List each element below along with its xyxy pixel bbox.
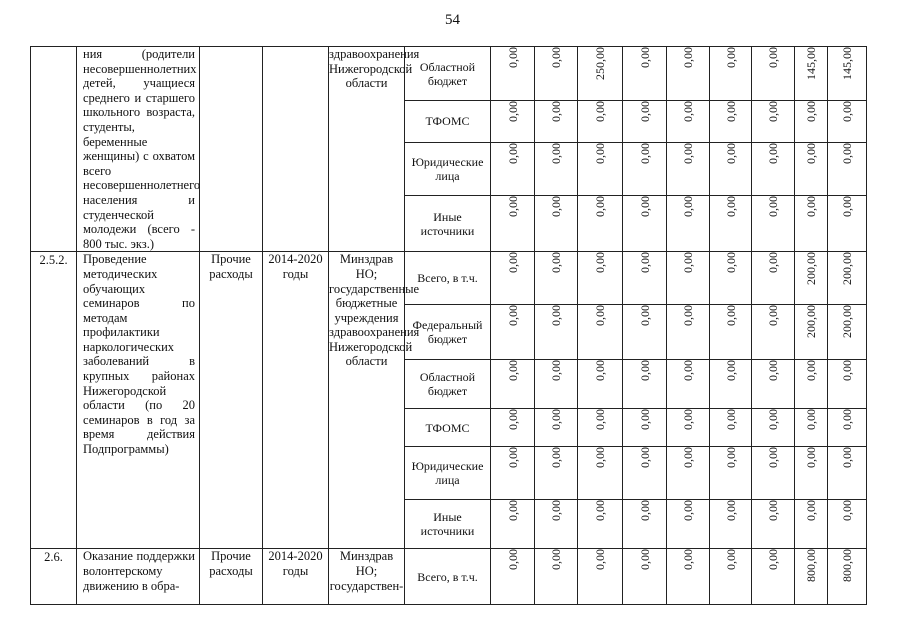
amount-value: 800,00	[840, 549, 854, 583]
period: 2014-2020 годы	[263, 549, 329, 605]
amount-cell	[710, 305, 752, 360]
amount-value: 0,00	[549, 101, 563, 123]
amount-cell	[535, 409, 578, 447]
amount-value: 0,00	[593, 447, 607, 469]
amount-cell	[828, 101, 867, 142]
amount-value: 200,00	[804, 252, 818, 286]
amount-value: 0,00	[840, 360, 854, 382]
amount-value: 0,00	[840, 409, 854, 431]
amount-cell	[710, 195, 752, 252]
item-number: 2.6.	[31, 549, 77, 605]
amount-value: 0,00	[723, 500, 738, 522]
amount-cell	[795, 447, 828, 500]
amount-cell	[623, 549, 667, 605]
amount-cell	[828, 142, 867, 195]
expense-type	[200, 47, 263, 252]
amount-cell	[535, 252, 578, 305]
amount-cell	[578, 101, 623, 142]
amount-cell	[535, 360, 578, 409]
amount-value: 0,00	[681, 47, 695, 68]
amount-value: 0,00	[593, 549, 607, 571]
amount-value: 0,00	[505, 195, 520, 217]
amount-value: 0,00	[637, 409, 652, 431]
amount-cell	[667, 409, 710, 447]
amount-value: 0,00	[593, 360, 607, 382]
amount-value: 0,00	[840, 101, 854, 123]
amount-cell	[623, 360, 667, 409]
period	[263, 47, 329, 252]
amount-cell	[710, 549, 752, 605]
amount-cell	[491, 305, 535, 360]
amount-cell	[535, 101, 578, 142]
amount-value: 0,00	[723, 47, 738, 68]
amount-value: 0,00	[723, 409, 738, 431]
amount-value: 200,00	[840, 305, 854, 339]
amount-cell	[535, 500, 578, 549]
amount-cell	[752, 360, 795, 409]
page-number: 54	[445, 12, 460, 28]
amount-value: 0,00	[766, 142, 780, 164]
amount-cell	[535, 549, 578, 605]
amount-cell	[667, 305, 710, 360]
amount-value: 0,00	[804, 360, 818, 382]
amount-cell	[710, 409, 752, 447]
amount-value: 0,00	[549, 142, 563, 164]
amount-value: 0,00	[840, 500, 854, 522]
amount-cell	[667, 195, 710, 252]
amount-cell	[795, 305, 828, 360]
funding-source: Иные источники	[405, 195, 491, 252]
amount-value: 0,00	[593, 252, 607, 274]
amount-cell	[535, 142, 578, 195]
amount-value: 0,00	[637, 500, 652, 522]
amount-value: 145,00	[804, 47, 818, 80]
amount-cell	[710, 360, 752, 409]
amount-value: 0,00	[723, 101, 738, 123]
amount-value: 0,00	[505, 360, 520, 382]
amount-cell	[795, 549, 828, 605]
amount-value: 0,00	[681, 142, 695, 164]
table-row	[31, 252, 867, 305]
amount-value: 0,00	[723, 195, 738, 217]
amount-cell	[710, 447, 752, 500]
amount-cell	[752, 47, 795, 101]
amount-value: 0,00	[637, 195, 652, 217]
amount-cell	[491, 47, 535, 101]
amount-cell	[752, 549, 795, 605]
amount-cell	[752, 447, 795, 500]
amount-value: 0,00	[549, 409, 563, 431]
amount-cell	[578, 500, 623, 549]
amount-cell	[710, 101, 752, 142]
responsible-party: здравоохранения Нижегородской области	[329, 47, 405, 252]
amount-value: 0,00	[505, 500, 520, 522]
amount-value: 0,00	[549, 360, 563, 382]
amount-value: 0,00	[593, 101, 607, 123]
amount-value: 0,00	[723, 252, 738, 274]
amount-cell	[828, 409, 867, 447]
funding-source: ТФОМС	[405, 101, 491, 142]
amount-value: 0,00	[637, 252, 652, 274]
amount-cell	[578, 409, 623, 447]
amount-value: 0,00	[840, 447, 854, 469]
amount-value: 0,00	[766, 360, 780, 382]
amount-value: 0,00	[593, 305, 607, 327]
amount-cell	[667, 500, 710, 549]
budget-table	[30, 46, 867, 605]
amount-value: 0,00	[549, 252, 563, 274]
amount-value: 0,00	[723, 305, 738, 327]
amount-value: 0,00	[681, 360, 695, 382]
amount-value: 0,00	[804, 195, 818, 217]
amount-cell	[795, 101, 828, 142]
amount-value: 0,00	[840, 142, 854, 164]
responsible-party: Минздрав НО; государствен-	[329, 549, 405, 605]
responsible-party: Минздрав НО; государственные бюджетные учреждения здравоохранения Нижегородской области	[329, 252, 405, 549]
amount-cell	[491, 409, 535, 447]
measure-name: ния (родители несовершеннолетних детей, учащиеся среднего и старшего школьного возраста, студенты, беременные женщины) с охватом всего несовершеннолетнего населения и студенческой молодежи (всего - 800 тыс. экз.)	[77, 47, 200, 252]
expense-type: Прочие расходы	[200, 549, 263, 605]
amount-cell	[828, 47, 867, 101]
amount-value: 0,00	[637, 305, 652, 327]
amount-value: 0,00	[637, 47, 652, 68]
amount-value: 0,00	[804, 447, 818, 469]
amount-value: 0,00	[681, 447, 695, 469]
amount-cell	[491, 500, 535, 549]
amount-value: 0,00	[804, 409, 818, 431]
amount-value: 0,00	[766, 409, 780, 431]
amount-value: 0,00	[766, 447, 780, 469]
measure-name: Оказание поддержки волонтерскому движению в обра-	[77, 549, 200, 605]
amount-value: 0,00	[505, 101, 520, 123]
amount-value: 0,00	[766, 252, 780, 274]
amount-value: 0,00	[593, 195, 607, 217]
amount-cell	[491, 142, 535, 195]
item-number: 2.5.2.	[31, 252, 77, 549]
funding-source: Всего, в т.ч.	[405, 549, 491, 605]
amount-value: 0,00	[681, 409, 695, 431]
amount-value: 250,00	[593, 47, 607, 80]
measure-name: Проведение методических обучающих семинаров по методам профилактики наркологических заболеваний в крупных районах Нижегородской области (по 20 семинаров в год за время действия Подпрограммы)	[77, 252, 200, 549]
amount-cell	[623, 142, 667, 195]
amount-value: 0,00	[637, 101, 652, 123]
amount-cell	[828, 360, 867, 409]
amount-value: 0,00	[681, 500, 695, 522]
amount-value: 0,00	[505, 142, 520, 164]
amount-cell	[578, 305, 623, 360]
amount-cell	[828, 549, 867, 605]
item-number	[31, 47, 77, 252]
amount-cell	[795, 500, 828, 549]
amount-cell	[828, 305, 867, 360]
amount-cell	[623, 47, 667, 101]
amount-cell	[623, 305, 667, 360]
amount-value: 0,00	[840, 195, 854, 217]
amount-cell	[828, 252, 867, 305]
amount-cell	[578, 142, 623, 195]
amount-cell	[535, 195, 578, 252]
amount-value: 0,00	[505, 47, 520, 68]
amount-value: 200,00	[804, 305, 818, 339]
amount-cell	[491, 447, 535, 500]
amount-value: 0,00	[804, 500, 818, 522]
amount-value: 0,00	[766, 47, 780, 68]
funding-source: Иные источники	[405, 500, 491, 549]
amount-value: 800,00	[804, 549, 818, 583]
amount-value: 0,00	[505, 447, 520, 469]
amount-value: 0,00	[593, 500, 607, 522]
amount-value: 0,00	[593, 409, 607, 431]
amount-cell	[828, 500, 867, 549]
amount-value: 0,00	[505, 409, 520, 431]
amount-value: 0,00	[549, 195, 563, 217]
amount-cell	[667, 360, 710, 409]
amount-value: 0,00	[766, 500, 780, 522]
amount-cell	[667, 101, 710, 142]
amount-value: 0,00	[723, 142, 738, 164]
amount-value: 0,00	[505, 252, 520, 274]
amount-cell	[578, 47, 623, 101]
amount-cell	[752, 500, 795, 549]
table-row	[31, 47, 867, 101]
amount-value: 0,00	[681, 549, 695, 571]
amount-cell	[667, 142, 710, 195]
amount-cell	[623, 101, 667, 142]
funding-source: Областной бюджет	[405, 360, 491, 409]
amount-cell	[535, 447, 578, 500]
amount-value: 0,00	[549, 47, 563, 68]
amount-cell	[491, 252, 535, 305]
amount-value: 0,00	[637, 360, 652, 382]
funding-source: Областной бюджет	[405, 47, 491, 101]
amount-cell	[752, 142, 795, 195]
amount-cell	[795, 252, 828, 305]
funding-source: Юридические лица	[405, 142, 491, 195]
amount-value: 145,00	[840, 47, 854, 80]
amount-cell	[828, 195, 867, 252]
amount-value: 0,00	[766, 305, 780, 327]
amount-cell	[535, 305, 578, 360]
funding-source: ТФОМС	[405, 409, 491, 447]
amount-cell	[535, 47, 578, 101]
amount-value: 0,00	[593, 142, 607, 164]
funding-source: Федеральный бюджет	[405, 305, 491, 360]
amount-cell	[795, 195, 828, 252]
amount-cell	[752, 195, 795, 252]
amount-value: 0,00	[723, 447, 738, 469]
amount-value: 0,00	[637, 142, 652, 164]
amount-cell	[752, 101, 795, 142]
amount-cell	[710, 47, 752, 101]
amount-cell	[491, 101, 535, 142]
amount-value: 0,00	[766, 195, 780, 217]
amount-value: 0,00	[723, 360, 738, 382]
amount-value: 0,00	[637, 549, 652, 571]
amount-cell	[828, 447, 867, 500]
amount-cell	[667, 47, 710, 101]
amount-cell	[710, 252, 752, 305]
amount-cell	[623, 195, 667, 252]
amount-value: 0,00	[549, 305, 563, 327]
amount-cell	[710, 142, 752, 195]
amount-cell	[752, 252, 795, 305]
amount-value: 0,00	[549, 500, 563, 522]
amount-cell	[491, 195, 535, 252]
amount-value: 0,00	[505, 549, 520, 571]
amount-cell	[578, 252, 623, 305]
amount-cell	[578, 195, 623, 252]
amount-cell	[667, 549, 710, 605]
amount-value: 0,00	[766, 101, 780, 123]
amount-value: 0,00	[549, 549, 563, 571]
amount-cell	[795, 409, 828, 447]
amount-cell	[623, 409, 667, 447]
period: 2014-2020 годы	[263, 252, 329, 549]
amount-cell	[667, 252, 710, 305]
budget-table-body	[31, 47, 867, 605]
funding-source: Юридические лица	[405, 447, 491, 500]
amount-cell	[623, 500, 667, 549]
expense-type: Прочие расходы	[200, 252, 263, 549]
amount-cell	[795, 360, 828, 409]
amount-cell	[623, 447, 667, 500]
amount-cell	[795, 142, 828, 195]
amount-value: 0,00	[681, 252, 695, 274]
amount-value: 0,00	[681, 195, 695, 217]
amount-value: 0,00	[804, 101, 818, 123]
amount-value: 0,00	[681, 305, 695, 327]
amount-cell	[667, 447, 710, 500]
table-row	[31, 549, 867, 605]
amount-cell	[578, 360, 623, 409]
amount-value: 0,00	[681, 101, 695, 123]
amount-value: 0,00	[505, 305, 520, 327]
amount-value: 200,00	[840, 252, 854, 286]
amount-cell	[795, 47, 828, 101]
amount-cell	[752, 409, 795, 447]
amount-cell	[752, 305, 795, 360]
amount-cell	[491, 360, 535, 409]
amount-value: 0,00	[766, 549, 780, 571]
amount-cell	[578, 549, 623, 605]
amount-value: 0,00	[804, 142, 818, 164]
amount-value: 0,00	[549, 447, 563, 469]
amount-cell	[578, 447, 623, 500]
amount-value: 0,00	[723, 549, 738, 571]
funding-source: Всего, в т.ч.	[405, 252, 491, 305]
amount-value: 0,00	[637, 447, 652, 469]
amount-cell	[710, 500, 752, 549]
amount-cell	[491, 549, 535, 605]
amount-cell	[623, 252, 667, 305]
